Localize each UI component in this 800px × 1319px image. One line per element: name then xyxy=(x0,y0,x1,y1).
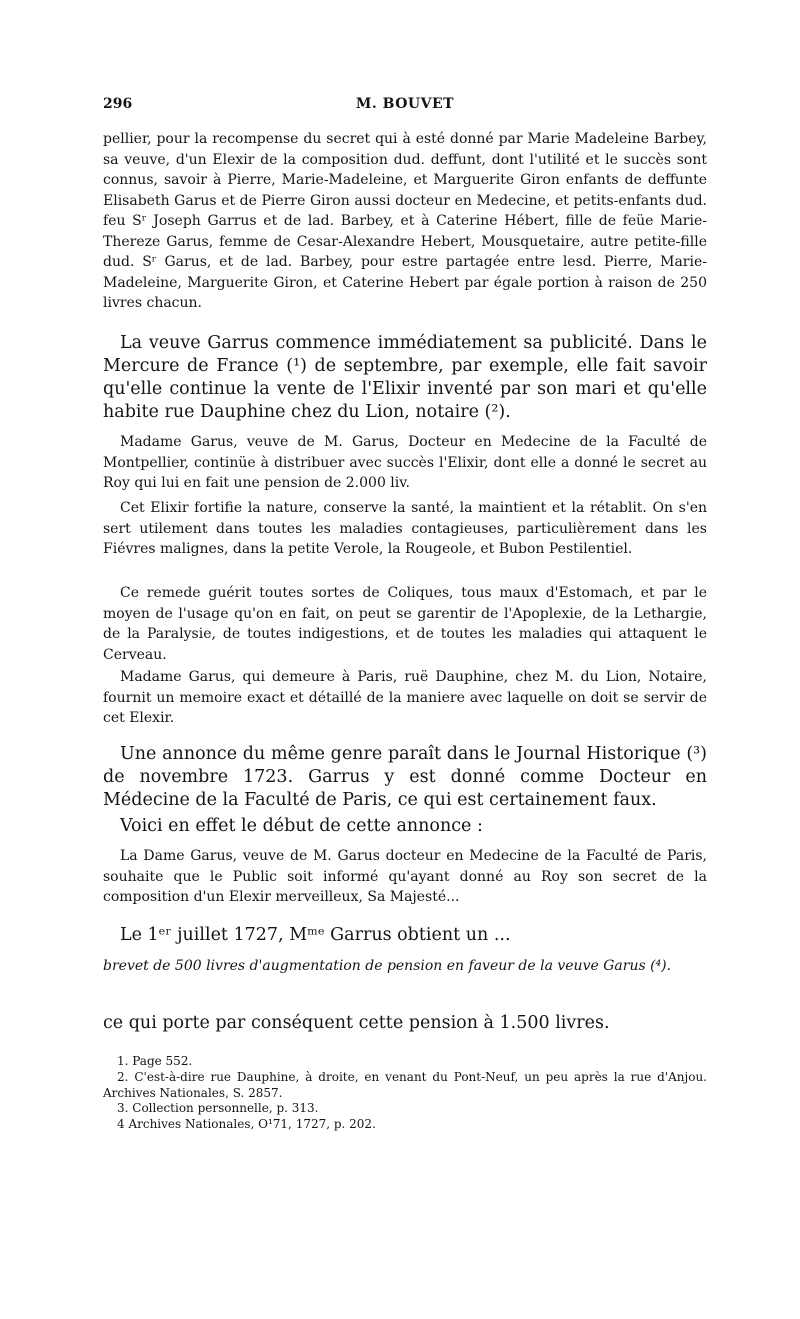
quoted-advert-paragraph: Madame Garus, qui demeure à Paris, ruë Dauphine, chez M. du Lion, Notaire, fournit un memoire exact et détaillé de la maniere avec laquelle on doit se servir de cet Elexir. xyxy=(103,669,707,726)
footnote: 3. Collection personnelle, p. 313. xyxy=(117,1101,319,1116)
body-paragraph-brevet: Le 1ᵉʳ juillet 1727, Mᵐᵉ Garrus obtient un ... xyxy=(120,925,511,945)
page-header xyxy=(103,96,707,116)
body-paragraph-publicity: La veuve Garrus commence immédiatement sa publicité. Dans le Mercure de France (¹) de septembre, par exemple, elle fait savoir qu'elle continue la vente de l'Elixir inventé par son mari et qu'elle habite rue Dauphine chez du Lion, notaire (²). xyxy=(103,333,707,422)
quoted-act-continuation: pellier, pour la recompense du secret qui à esté donné par Marie Madeleine Barbey, sa veuve, d'un Elexir de la composition dud. deffunt, dont l'utilité et le succès sont connus, savoir à Pierre, Marie-Madeleine, et Marguerite Giron enfants de deffunte Elisabeth Garus et de Pierre Giron aussi docteur en Medecine, et petits-enfants dud. feu Sʳ Joseph Garrus et de lad. Barbey, et à Caterine Hébert, fille de feüe Marie-Thereze Garus, femme de Cesar-Alexandre Hebert, Mousquetaire, autre petite-fille dud. Sʳ Garus, et de lad. Barbey, pour estre partagée entre lesd. Pierre, Marie-Madeleine, Marguerite Giron, et Caterine Hebert par égale portion à raison de 250 livres chacun. xyxy=(103,131,707,311)
body-paragraph-intro: Voici en effet le début de cette annonce : xyxy=(120,816,483,836)
footnote: 1. Page 552. xyxy=(117,1054,193,1068)
footnotes xyxy=(103,1054,707,1133)
quoted-advert-paragraph: Madame Garus, veuve de M. Garus, Docteur en Medecine de la Faculté de Montpellier, continüe à distribuer avec succès l'Elixir, dont elle a donné le secret au Roy qui lui en fait une pension de 2.000 liv. xyxy=(103,434,707,491)
footnote: 4 Archives Nationales, O¹71, 1727, p. 202. xyxy=(117,1117,376,1132)
body-paragraph-journal: Une annonce du même genre paraît dans le Journal Historique (³) de novembre 1723. Garrus y est donné comme Docteur en Médecine de la Faculté de Paris, ce qui est certainement faux. xyxy=(103,744,707,810)
body-paragraph-conclusion: ce qui porte par conséquent cette pension à 1.500 livres. xyxy=(103,1013,610,1033)
quoted-advert-paragraph: Cet Elixir fortifie la nature, conserve la santé, la maintient et la rétablit. On s'en sert utilement dans toutes les maladies contagieuses, particulièrement dans les Fiévres malignes, dans la petite Verole, la Rougeole, et Bubon Pestilentiel. xyxy=(103,500,707,557)
footnote: 2. C'est-à-dire rue Dauphine, à droite, en venant du Pont-Neuf, un peu après la rue d'Anjou. Archives Nationales, S. 2857. xyxy=(103,1069,707,1100)
quoted-announcement: La Dame Garus, veuve de M. Garus docteur en Medecine de la Faculté de Paris, souhaite que le Public soit informé qu'ayant donné au Roy son secret de la composition d'un Elexir merveilleux, Sa Majesté... xyxy=(103,848,707,905)
quoted-advert-paragraph: Ce remede guérit toutes sortes de Coliques, tous maux d'Estomach, et par le moyen de l'usage qu'on en fait, on peut se garentir de l'Apoplexie, de la Lethargie, de la Paralysie, de toutes indigestions, et de toutes les maladies qui attaquent le Cerveau. xyxy=(103,585,707,663)
running-title: M. BOUVET xyxy=(355,96,455,112)
quoted-brevet: brevet de 500 livres d'augmentation de pension en faveur de la veuve Garus (⁴). xyxy=(103,958,672,974)
page-number: 296 xyxy=(103,96,133,112)
